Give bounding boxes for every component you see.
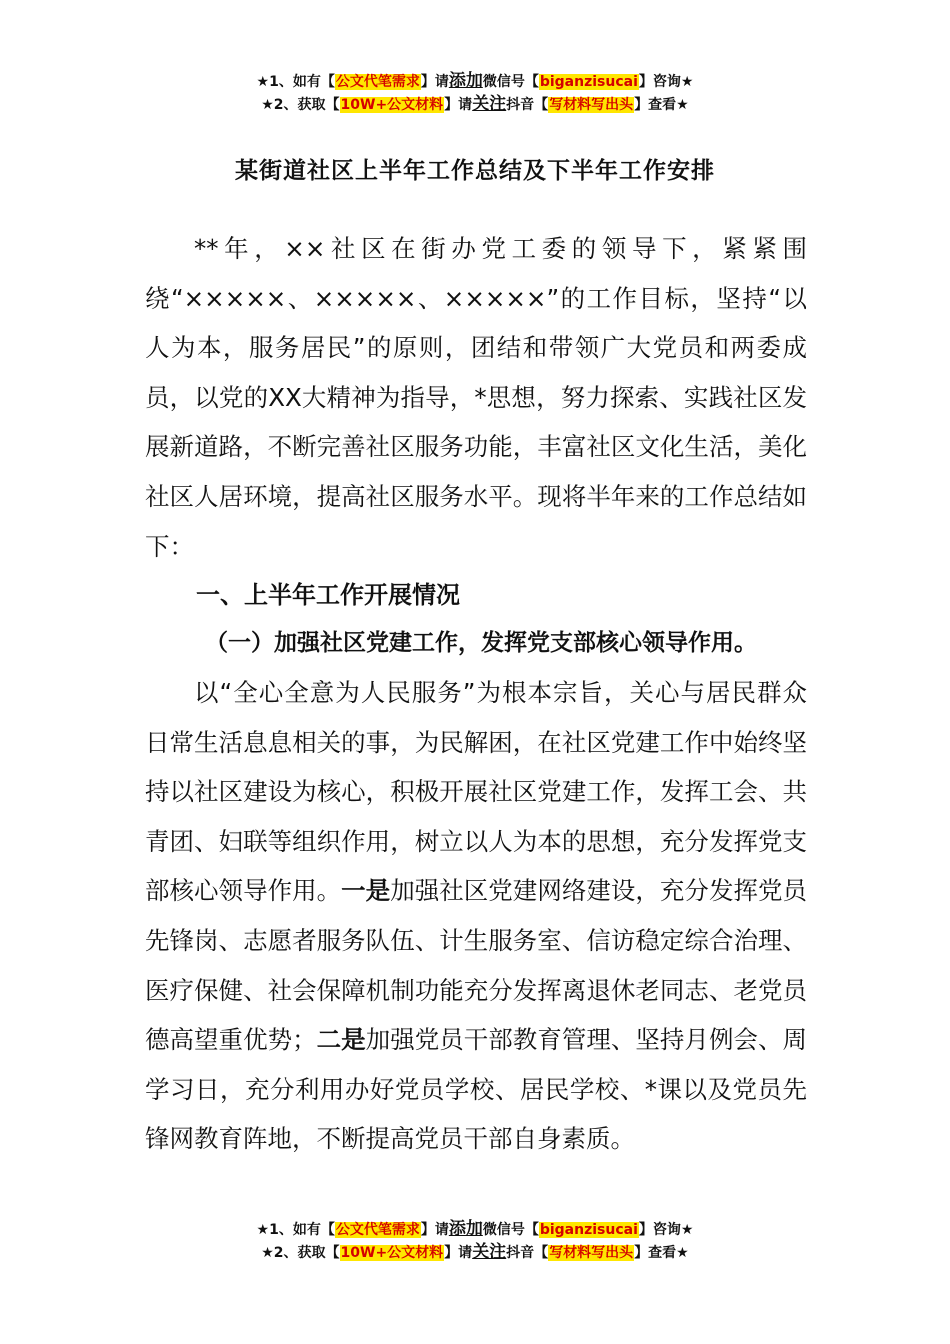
- banner-text: ★2、获取【: [261, 1245, 340, 1261]
- header-banner: [0, 70, 950, 116]
- footer-banner: [0, 1218, 950, 1264]
- banner-highlight: 公文代笔需求: [335, 74, 420, 90]
- banner-highlight: 公文代笔需求: [335, 1222, 420, 1238]
- banner-underline: 关注: [472, 94, 507, 114]
- body-paragraph: [145, 668, 807, 1164]
- banner-highlight: 写材料写出头: [549, 1245, 634, 1261]
- banner-text: 】咨询★: [638, 74, 694, 90]
- banner-text: 】咨询★: [638, 1222, 694, 1238]
- emphasis-text: 二是: [316, 1025, 366, 1055]
- banner-highlight: 写材料写出头: [549, 97, 634, 113]
- banner-text: 微信号【: [482, 74, 539, 90]
- banner-text: 】查看★: [634, 1245, 689, 1261]
- banner-text: 微信号【: [482, 1222, 539, 1238]
- body-text-part: 加强社区党建网络建设，充分发挥党员先锋岗、志愿者服务队伍、计生服务室、信访稳定综合治理、医疗保健、社会保障机制功能充分发挥离退休老同志、老党员德高望重优势；: [145, 876, 808, 1055]
- banner-text: 】请: [444, 97, 473, 113]
- banner-text: ★2、获取【: [261, 97, 340, 113]
- banner-text: 】请: [420, 1222, 449, 1238]
- banner-highlight: 10W+公文材料: [340, 97, 444, 113]
- banner-underline: 添加: [448, 1219, 483, 1239]
- document-title: 某街道社区上半年工作总结及下半年工作安排: [235, 158, 715, 184]
- banner-text: 】查看★: [634, 97, 689, 113]
- banner-text: ★1、如有【: [256, 74, 335, 90]
- banner-text: 】请: [420, 74, 449, 90]
- body-text: [145, 668, 807, 1164]
- subsection-heading: （一）加强社区党建工作，发挥党支部核心领导作用。: [205, 630, 757, 656]
- intro-paragraph: [145, 224, 807, 571]
- banner-underline: 添加: [448, 71, 483, 91]
- section-heading: 一、上半年工作开展情况: [196, 581, 460, 609]
- banner-line-1: [0, 1218, 950, 1241]
- banner-highlight: biganzisucai: [539, 74, 638, 90]
- banner-highlight: 10W+公文材料: [340, 1245, 444, 1261]
- banner-line-2: [0, 93, 950, 116]
- emphasis-text: 一是: [341, 876, 391, 906]
- body-text-part: 加强党员干部教育管理、坚持月例会、周学习日，充分利用办好党员学校、居民学校、*课以及党员先锋网教育阵地，不断提高党员干部自身素质。: [145, 1025, 808, 1154]
- banner-highlight: biganzisucai: [539, 1222, 638, 1238]
- banner-text: 】请: [444, 1245, 473, 1261]
- banner-line-2: [0, 1241, 950, 1264]
- banner-text: 抖音【: [506, 97, 549, 113]
- intro-text: **年，××社区在街办党工委的领导下，紧紧围绕“×××××、×××××、×××××”的工作目标，坚持“以人为本，服务居民”的原则，团结和带领广大党员和两委成员，以党的XX大精神为指导，*思想，努力探索、实践社区发展新道路，不断完善社区服务功能，丰富社区文化生活，美化社区人居环境，提高社区服务水平。现将半年来的工作总结如下：: [145, 234, 807, 561]
- banner-text: 抖音【: [506, 1245, 549, 1261]
- body-text-part: 以“全心全意为人民服务”为根本宗旨，关心与居民群众日常生活息息相关的事，为民解困，在社区党建工作中始终坚持以社区建设为核心，积极开展社区党建工作，发挥工会、共青团、妇联等组织作用，树立以人为本的思想，充分发挥党支部核心领导作用。: [145, 678, 807, 906]
- banner-line-1: [0, 70, 950, 93]
- banner-text: ★1、如有【: [256, 1222, 335, 1238]
- banner-underline: 关注: [472, 1242, 507, 1262]
